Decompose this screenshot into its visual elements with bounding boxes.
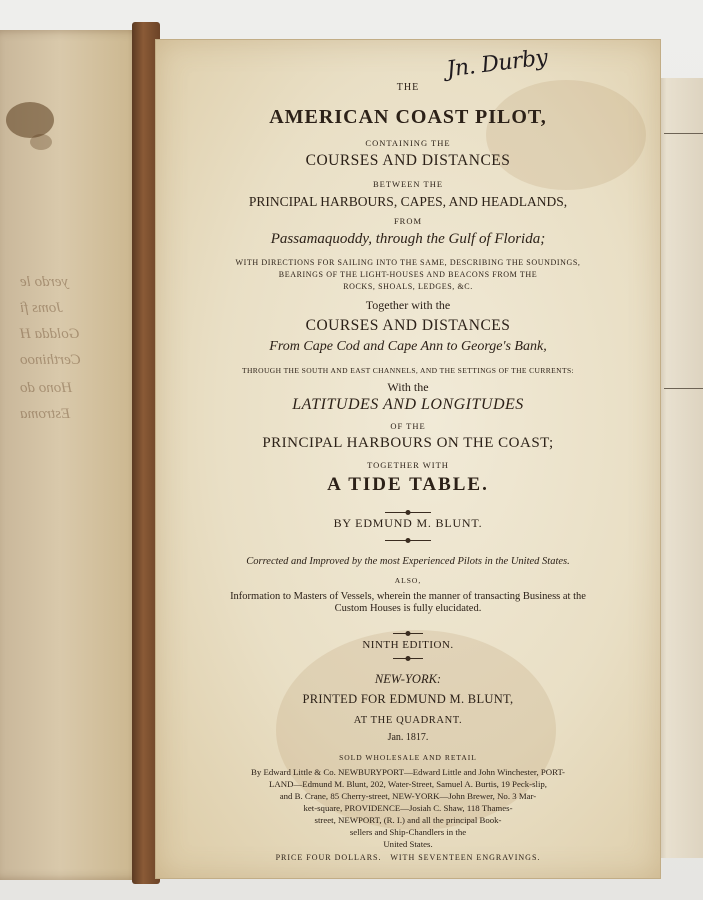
author-line: BY EDMUND M. BLUNT. [333,516,483,530]
bleed-through-text: Goldda H [20,326,80,342]
sold-line: SOLD WHOLESALE AND RETAIL [339,753,477,762]
ornament-rule [156,658,660,664]
owner-signature: Jn. Durby [445,45,549,83]
line-courses-2: COURSES AND DISTANCES [305,317,511,334]
line-the: THE [396,82,420,93]
imprint-date: Jan. 1817. [387,732,429,743]
sellers-line-1: By Edward Little & Co. NEWBURYPORT—Edward Little and John Winchester, PORT- [251,767,565,777]
bleed-through-text: Estroma [20,406,71,422]
line-containing: CONTAINING THE [365,138,451,148]
bleed-through-text: Hono do [20,380,73,396]
line-also: ALSO, [394,576,422,585]
bleed-through-text: Certhinoo [20,352,81,368]
line-route: Passamaquoddy, through the Gulf of Florida; [270,231,546,247]
line-with-the: With the [387,380,429,394]
bleed-through-text: yerdo le [20,274,69,290]
sellers-line-4: ket-square, PROVIDENCE—Josiah C. Shaw, 118 Thames- [303,803,513,813]
line-cape-cod: From Cape Cod and Cape Ann to George's Bank, [269,339,547,354]
line-tide-table: A TIDE TABLE. [327,474,489,495]
line-together-with: TOGETHER WITH [367,460,449,470]
line-channels: THROUGH THE SOUTH AND EAST CHANNELS, AND THE SETTINGS OF THE CURRENTS: [241,366,575,375]
line-between: BETWEEN THE [372,179,444,189]
line-directions-1: WITH DIRECTIONS FOR SAILING INTO THE SAME, DESCRIBING THE SOUNDINGS, [235,258,581,267]
line-harbours: PRINCIPAL HARBOURS, CAPES, AND HEADLANDS, [248,194,568,209]
price-line: PRICE FOUR DOLLARS. WITH SEVENTEEN ENGRAVINGS. [275,853,541,862]
line-of-the: OF THE [390,421,426,431]
sellers-line-2: LAND—Edmund M. Blunt, 202, Water-Street, Samuel A. Burtis, 19 Peck-slip, [269,779,547,789]
edge-rule [664,388,703,389]
line-information-2: Custom Houses is fully elucidated. [334,603,482,614]
sellers-line-5: street, NEWPORT, (R. I.) and all the principal Book- [314,815,502,825]
ink-blot [30,134,52,150]
edition: NINTH EDITION. [362,639,454,651]
left-endpaper [0,30,150,880]
foxing-stain [486,80,646,190]
line-information-1: Information to Masters of Vessels, wherein the manner of transacting Business at the [230,591,586,602]
bleed-through-text: Joms fi [20,300,63,316]
imprint-printer: PRINTED FOR EDMUND M. BLUNT, [302,692,514,706]
sellers-line-7: United States. [383,839,433,849]
ink-blot [6,102,54,138]
edge-rule [664,133,703,134]
line-together: Together with the [365,298,451,312]
title-page [156,40,660,878]
line-directions-3: ROCKS, SHOALS, LEDGES, &C. [343,282,473,291]
sellers-line-6: sellers and Ship-Chandlers in the [349,827,467,837]
line-latitudes: LATITUDES AND LONGITUDES [292,396,524,413]
imprint-city: NEW-YORK: [374,672,442,686]
line-from: FROM [393,216,423,226]
ornament-rule [156,540,660,546]
sellers-line-3: and B. Crane, 85 Cherry-street, NEW-YORK—John Brewer, No. 3 Mar- [279,791,537,801]
line-principal-coast: PRINCIPAL HARBOURS ON THE COAST; [262,435,554,451]
imprint-quadrant: AT THE QUADRANT. [353,715,463,726]
book-title: AMERICAN COAST PILOT, [269,106,547,128]
line-corrected: Corrected and Improved by the most Experienced Pilots in the United States. [246,556,570,567]
line-directions-2: BEARINGS OF THE LIGHT-HOUSES AND BEACONS FROM THE [278,270,538,279]
line-courses: COURSES AND DISTANCES [305,152,511,169]
